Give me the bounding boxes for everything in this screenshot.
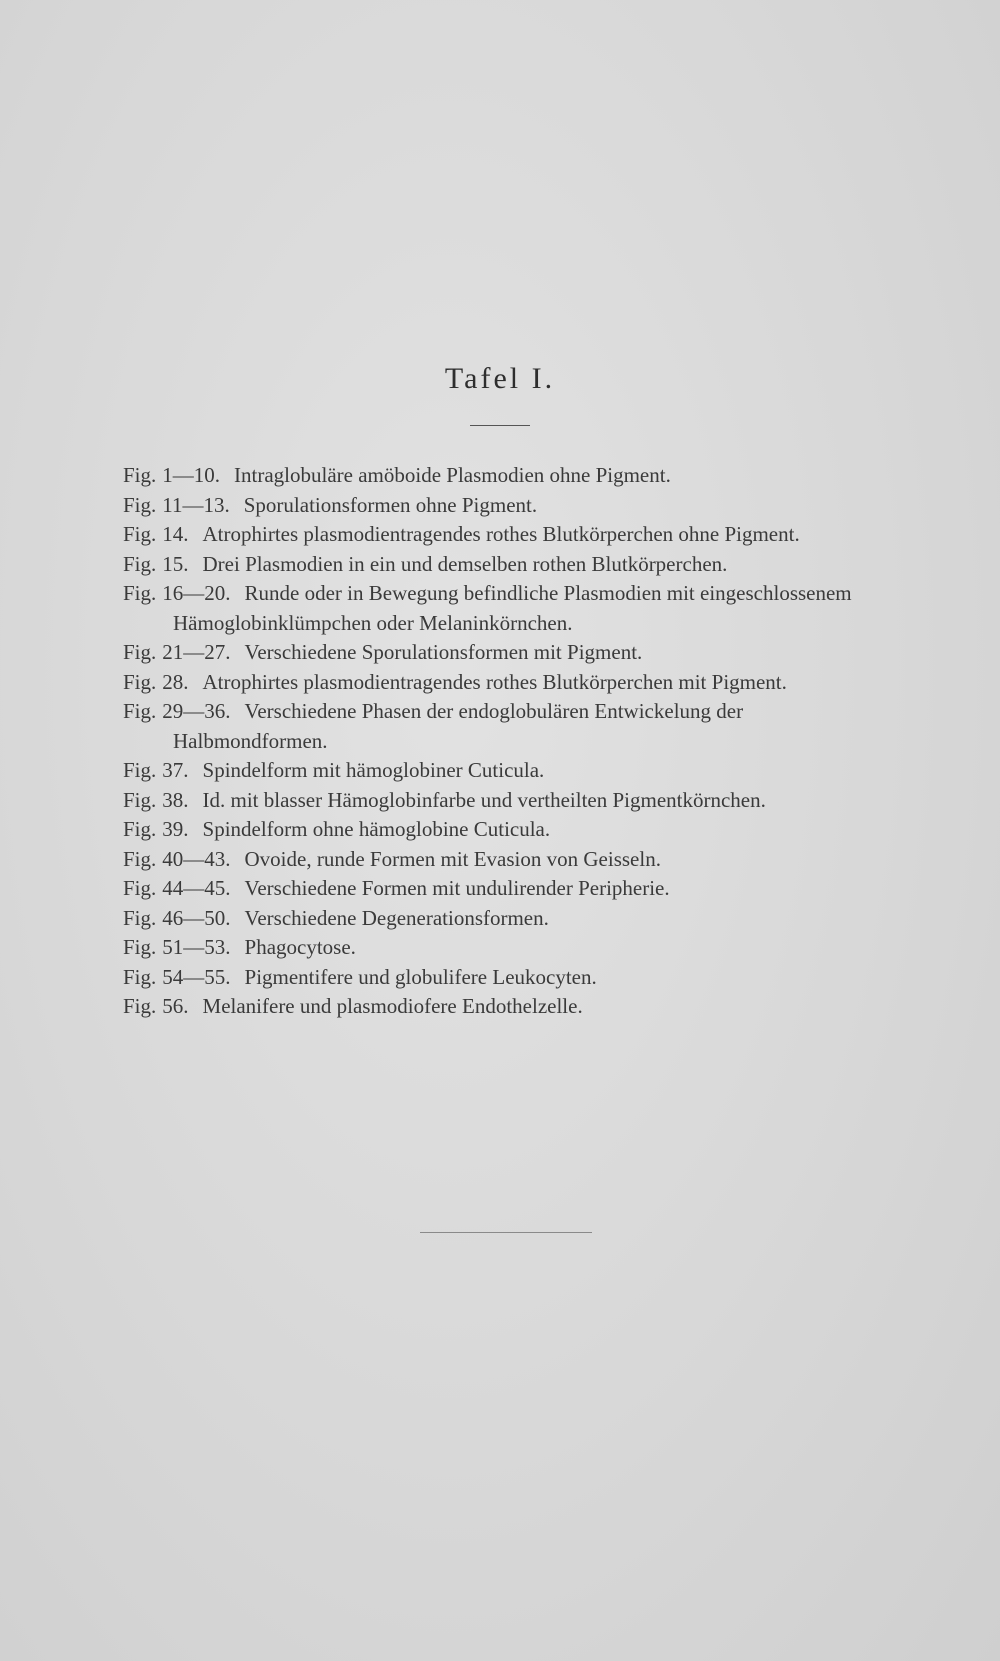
figure-description: Melanifere und plasmodiofere Endothelzelle. [202, 994, 583, 1018]
figure-caption-item [123, 874, 895, 904]
figure-caption-item [123, 638, 895, 668]
title-divider [470, 425, 530, 426]
figure-number: 46—50. [162, 905, 231, 930]
figure-prefix: Fig. [123, 964, 157, 989]
figure-description: Verschiedene Degenerationsformen. [244, 905, 549, 930]
figure-description: Pigmentifere und globulifere Leukocyten. [244, 964, 597, 989]
figure-description: Verschiedene Sporulationsformen mit Pigment. [244, 640, 643, 664]
figure-description: Spindelform ohne hämoglobine Cuticula. [202, 817, 551, 841]
figure-description: Sporulationsformen ohne Pigment. [243, 492, 538, 517]
figure-prefix: Fig. [123, 905, 157, 930]
figure-prefix: Fig. [123, 994, 157, 1018]
figure-prefix: Fig. [123, 817, 157, 841]
figure-caption-item [123, 815, 895, 845]
figure-prefix: Fig. [123, 522, 157, 546]
figure-description: Intraglobuläre amöboide Plasmodien ohne Pigment. [234, 463, 671, 487]
figure-caption-item [123, 520, 895, 550]
figure-prefix: Fig. [123, 551, 157, 576]
figure-prefix: Fig. [123, 669, 157, 694]
figure-caption-list [123, 461, 895, 1022]
figure-caption-item [123, 668, 895, 698]
figure-prefix: Fig. [123, 846, 157, 871]
figure-number: 38. [162, 787, 189, 812]
figure-number: 54—55. [162, 964, 231, 989]
figure-prefix: Fig. [123, 640, 157, 664]
figure-description: Spindelform mit hämoglobiner Cuticula. [202, 758, 545, 782]
figure-number: 37. [162, 758, 189, 782]
figure-number: 40—43. [162, 846, 231, 871]
figure-description: Atrophirtes plasmodientragendes rothes Blutkörperchen mit Pigment. [202, 669, 787, 694]
figure-caption-item [123, 550, 895, 580]
figure-number: 39. [162, 817, 189, 841]
figure-number: 56. [162, 994, 189, 1018]
figure-description: Runde oder in Bewegung befindliche Plasmodien mit eingeschlossenem Hämoglobinklümpchen oder Melaninkörnchen. [173, 581, 852, 635]
figure-number: 21—27. [162, 640, 231, 664]
figure-number: 16—20. [162, 581, 231, 605]
figure-number: 29—36. [162, 699, 231, 723]
figure-description: Phagocytose. [244, 935, 356, 959]
figure-prefix: Fig. [123, 935, 157, 959]
figure-number: 11—13. [162, 492, 230, 517]
closing-divider [420, 1232, 592, 1233]
figure-number: 28. [162, 669, 189, 694]
figure-number: 15. [162, 551, 189, 576]
figure-caption-item [123, 491, 895, 521]
figure-description: Atrophirtes plasmodientragendes rothes Blutkörperchen ohne Pigment. [202, 522, 800, 546]
figure-caption-item [123, 904, 895, 934]
figure-caption-item [123, 786, 895, 816]
figure-description: Verschiedene Formen mit undulirender Peripherie. [244, 876, 670, 900]
figure-prefix: Fig. [123, 876, 157, 900]
figure-number: 44—45. [162, 876, 231, 900]
figure-description: Drei Plasmodien in ein und demselben rothen Blutkörperchen. [202, 551, 728, 576]
figure-caption-item [123, 697, 895, 756]
figure-number: 14. [162, 522, 189, 546]
figure-caption-item [123, 579, 895, 638]
figure-prefix: Fig. [123, 581, 157, 605]
figure-caption-item [123, 461, 895, 491]
figure-description: Verschiedene Phasen der endoglobulären Entwickelung der Halbmondformen. [173, 699, 744, 753]
figure-number: 51—53. [162, 935, 231, 959]
figure-description: Ovoide, runde Formen mit Evasion von Geisseln. [244, 846, 661, 871]
figure-prefix: Fig. [123, 492, 157, 517]
figure-caption-item [123, 963, 895, 993]
figure-prefix: Fig. [123, 699, 157, 723]
figure-caption-item [123, 933, 895, 963]
figure-caption-item [123, 845, 895, 875]
figure-prefix: Fig. [123, 463, 157, 487]
figure-prefix: Fig. [123, 758, 157, 782]
figure-caption-item [123, 756, 895, 786]
figure-description: Id. mit blasser Hämoglobinfarbe und vertheilten Pigmentkörnchen. [202, 787, 766, 812]
figure-prefix: Fig. [123, 787, 157, 812]
page-title: Tafel I. [444, 362, 556, 395]
figure-number: 1—10. [162, 463, 221, 487]
figure-caption-item [123, 992, 895, 1022]
